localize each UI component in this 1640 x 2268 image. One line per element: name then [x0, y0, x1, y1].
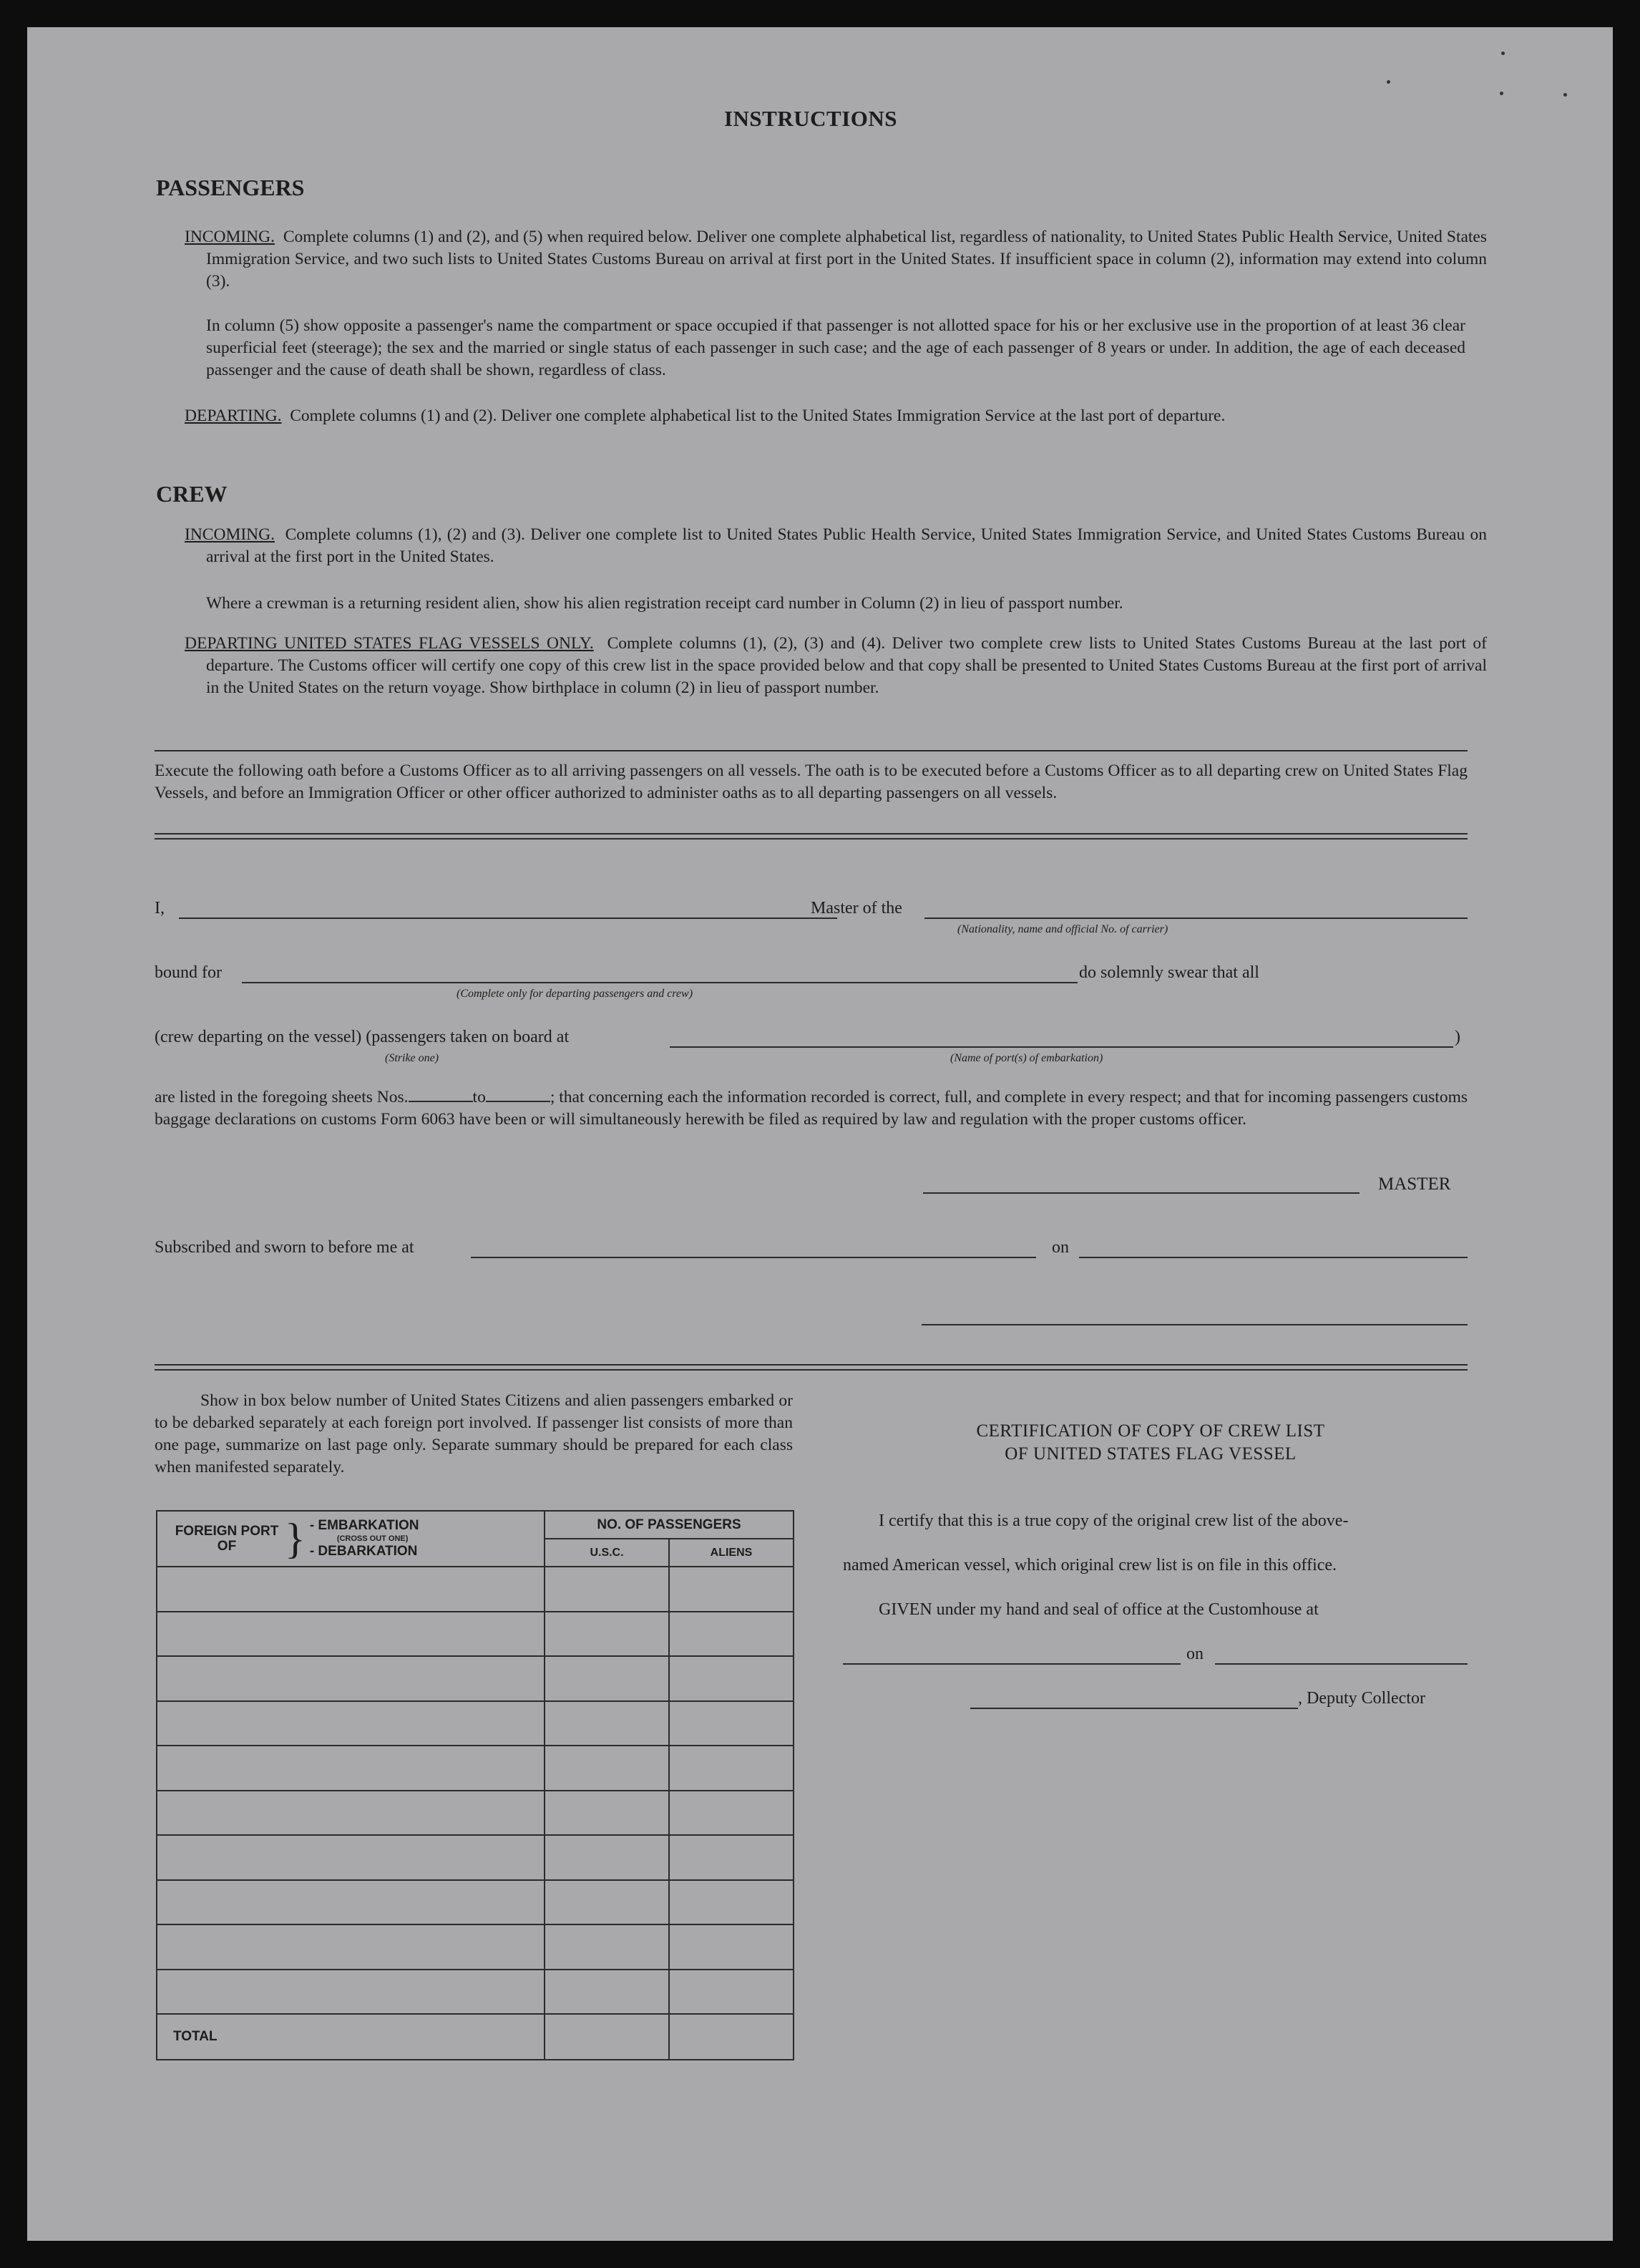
- double-rule-bottom: [155, 1369, 1468, 1371]
- form-page: [27, 27, 1613, 2241]
- cert-on-label: on: [1186, 1645, 1204, 1663]
- aliens-header: ALIENS: [669, 1539, 794, 1567]
- sworn-location-field[interactable]: [471, 1257, 1036, 1258]
- passengers-incoming-label: INCOMING.: [185, 228, 275, 246]
- oath-intro: Execute the following oath before a Customs Officer as to all arriving passengers on all vessels. The oath is to be executed before a Customs Officer as to all departing crew on United States Flag Vessels, and before an Immigration Officer or other officer authorized to administer oaths as to all departing passengers on all vessels.: [155, 761, 1468, 802]
- usc-cell[interactable]: [545, 1970, 669, 2015]
- total-aliens-cell[interactable]: [669, 2014, 794, 2060]
- crew-alien-paragraph: Where a crewman is a returning resident alien, show his alien registration receipt card number in Column (2) in lieu of passport number.: [206, 594, 1123, 613]
- usc-cell[interactable]: [545, 1880, 669, 1925]
- summary-row: [157, 1880, 794, 1925]
- section-divider: [155, 750, 1468, 751]
- bound-for-label: bound for: [155, 963, 222, 982]
- summary-row: [157, 1835, 794, 1880]
- strike-one-caption: (Strike one): [385, 1052, 439, 1064]
- sworn-on-label: on: [1052, 1238, 1069, 1257]
- summary-row: [157, 1612, 794, 1657]
- master-of-label: Master of the: [811, 899, 902, 918]
- listed-to: to: [472, 1088, 486, 1106]
- usc-cell[interactable]: [545, 1567, 669, 1612]
- listed-rest: ; that concerning each the information recorded is correct, full, and complete in every respect; and that for incoming passengers customs baggage declarations on customs Form 6063 have been or will simultaneously herewith be filed as required by law and regulation with the proper customs officer.: [155, 1088, 1468, 1129]
- aliens-cell[interactable]: [669, 1612, 794, 1657]
- oath-i-label: I,: [155, 899, 165, 918]
- port-cell[interactable]: [157, 1701, 545, 1746]
- speck-mark: [1501, 52, 1505, 55]
- cert-date-field[interactable]: [1215, 1663, 1468, 1665]
- port-cell[interactable]: [157, 1970, 545, 2015]
- crew-incoming-label: INCOMING.: [185, 525, 275, 544]
- crew-departing-label: DEPARTING UNITED STATES FLAG VESSELS ONLY.: [185, 634, 594, 653]
- summary-row: [157, 1970, 794, 2015]
- foreign-port-header: [157, 1511, 545, 1567]
- sheet-from-field[interactable]: [409, 1086, 473, 1102]
- double-rule-bottom: [155, 838, 1468, 839]
- certification-title-line1: CERTIFICATION OF COPY OF CREW LIST: [976, 1421, 1325, 1441]
- aliens-cell[interactable]: [669, 1970, 794, 2015]
- customhouse-field[interactable]: [843, 1663, 1181, 1665]
- deputy-collector-label: , Deputy Collector: [1298, 1689, 1425, 1708]
- cross-out-label: (CROSS OUT ONE): [336, 1534, 409, 1543]
- total-usc-cell[interactable]: [545, 2014, 669, 2060]
- swear-label: do solemnly swear that all: [1079, 963, 1259, 982]
- usc-cell[interactable]: [545, 1701, 669, 1746]
- ports-caption: (Name of port(s) of embarkation): [950, 1052, 1103, 1064]
- aliens-cell[interactable]: [669, 1924, 794, 1970]
- passengers-departing-label: DEPARTING.: [185, 407, 282, 425]
- usc-cell[interactable]: [545, 1612, 669, 1657]
- aliens-cell[interactable]: [669, 1880, 794, 1925]
- given-line: GIVEN under my hand and seal of office at the Customhouse at: [879, 1600, 1319, 1619]
- port-cell[interactable]: [157, 1835, 545, 1880]
- debarkation-label: - DEBARKATION: [309, 1544, 418, 1559]
- crew-incoming-paragraph: [185, 524, 1487, 568]
- sheet-to-field[interactable]: [486, 1086, 550, 1102]
- listed-paragraph: [155, 1086, 1468, 1131]
- speck-mark: [1387, 80, 1390, 84]
- aliens-cell[interactable]: [669, 1701, 794, 1746]
- master-label: MASTER: [1378, 1174, 1451, 1194]
- nationality-caption: (Nationality, name and official No. of carrier): [957, 923, 1168, 935]
- master-name-field[interactable]: [179, 918, 837, 919]
- passengers-incoming-paragraph: [185, 226, 1487, 293]
- deputy-signature-field[interactable]: [970, 1708, 1298, 1709]
- port-cell[interactable]: [157, 1746, 545, 1791]
- certification-title-line2: OF UNITED STATES FLAG VESSEL: [1005, 1444, 1297, 1464]
- usc-cell[interactable]: [545, 1656, 669, 1701]
- usc-cell[interactable]: [545, 1791, 669, 1836]
- passenger-summary-table: [156, 1510, 794, 2060]
- port-cell[interactable]: [157, 1791, 545, 1836]
- no-of-passengers-header: NO. OF PASSENGERS: [545, 1511, 794, 1539]
- subscribed-label: Subscribed and sworn to before me at: [155, 1238, 414, 1257]
- summary-row: [157, 1701, 794, 1746]
- aliens-cell[interactable]: [669, 1835, 794, 1880]
- usc-cell[interactable]: [545, 1924, 669, 1970]
- crew-heading: CREW: [156, 481, 228, 507]
- page-title: INSTRUCTIONS: [723, 106, 897, 131]
- double-rule-top: [155, 833, 1468, 834]
- port-cell[interactable]: [157, 1567, 545, 1612]
- port-cell[interactable]: [157, 1924, 545, 1970]
- complete-only-caption: (Complete only for departing passengers and crew): [457, 988, 693, 1000]
- master-signature-field[interactable]: [923, 1192, 1360, 1194]
- foreign-port-label: FOREIGN PORT OF: [175, 1524, 279, 1554]
- passengers-incoming-text: Complete columns (1) and (2), and (5) when required below. Deliver one complete alphabetical list, regardless of nationality, to United States Public Health Service, United States Immigration Service, and two such lists to United States Customs Bureau on arrival at first port in the United States. If insufficient space in column (2), information may extend into column (3).: [206, 228, 1488, 291]
- carrier-field[interactable]: [924, 918, 1468, 919]
- sworn-date-field[interactable]: [1079, 1257, 1468, 1258]
- certify-line2: named American vessel, which original crew list is on file in this office.: [843, 1556, 1337, 1575]
- passengers-departing-paragraph: [185, 405, 1487, 427]
- crew-incoming-text: Complete columns (1), (2) and (3). Deliver one complete list to United States Public Health Service, United States Immigration Service, and United States Customs Bureau on arrival at the first port in the United States.: [206, 525, 1487, 566]
- port-cell[interactable]: [157, 1656, 545, 1701]
- summary-row: [157, 1791, 794, 1836]
- total-label: TOTAL: [157, 2014, 545, 2060]
- officer-signature-field[interactable]: [922, 1324, 1468, 1325]
- listed-prefix: are listed in the foregoing sheets Nos.: [155, 1088, 409, 1106]
- port-cell[interactable]: [157, 1880, 545, 1925]
- aliens-cell[interactable]: [669, 1746, 794, 1791]
- aliens-cell[interactable]: [669, 1567, 794, 1612]
- aliens-cell[interactable]: [669, 1656, 794, 1701]
- close-paren: ): [1455, 1028, 1460, 1046]
- passengers-heading: PASSENGERS: [156, 175, 305, 200]
- certify-line1: I certify that this is a true copy of the original crew list of the above-: [879, 1512, 1349, 1530]
- speck-mark: [1563, 93, 1567, 97]
- passengers-departing-text: Complete columns (1) and (2). Deliver one complete alphabetical list to the United States Immigration Service at the last port of departure.: [290, 407, 1226, 425]
- usc-cell[interactable]: [545, 1746, 669, 1791]
- speck-mark: [1500, 92, 1503, 95]
- crew-departing-text: Complete columns (1), (2), (3) and (4). Deliver two complete crew lists to United States Customs Bureau at the last port of departure. The Customs officer will certify one copy of this crew list in the space provided below and that copy shall be presented to United States Customs Bureau at the first port of arrival in the United States on the return voyage. Show birthplace in column (2) in lieu of passport number.: [206, 634, 1487, 697]
- summary-row: [157, 1746, 794, 1791]
- double-rule-top: [155, 1364, 1468, 1366]
- crew-passengers-label: (crew departing on the vessel) (passengers taken on board at: [155, 1028, 570, 1046]
- port-cell[interactable]: [157, 1612, 545, 1657]
- crew-departing-paragraph: [185, 633, 1487, 699]
- destination-field[interactable]: [242, 982, 1078, 983]
- usc-cell[interactable]: [545, 1835, 669, 1880]
- passengers-column5-paragraph: In column (5) show opposite a passenger's name the compartment or space occupied if that passenger is not allotted space for his or her exclusive use in the proportion of at least 36 clear superficial feet (steerage); the sex and the married or single status of each passenger in such case; and the age of each passenger of 8 years or under. In addition, the age of each deceased passenger and the cause of death shall be shown, regardless of class.: [206, 316, 1465, 379]
- aliens-cell[interactable]: [669, 1791, 794, 1836]
- brace-mark: }: [285, 1515, 306, 1562]
- usc-header: U.S.C.: [545, 1539, 669, 1567]
- embarkation-ports-field[interactable]: [670, 1046, 1453, 1048]
- summary-instructions: Show in box below number of United States Citizens and alien passengers embarked or to be debarked separately at each foreign port involved. If passenger list consists of more than one page, summarize on last page only. Separate summary should be prepared for each class when manifested separately.: [155, 1391, 793, 1476]
- summary-row: [157, 1924, 794, 1970]
- summary-row: [157, 1656, 794, 1701]
- embarkation-label: - EMBARKATION: [309, 1518, 419, 1533]
- certification-title: [829, 1420, 1473, 1466]
- summary-row: [157, 1567, 794, 1612]
